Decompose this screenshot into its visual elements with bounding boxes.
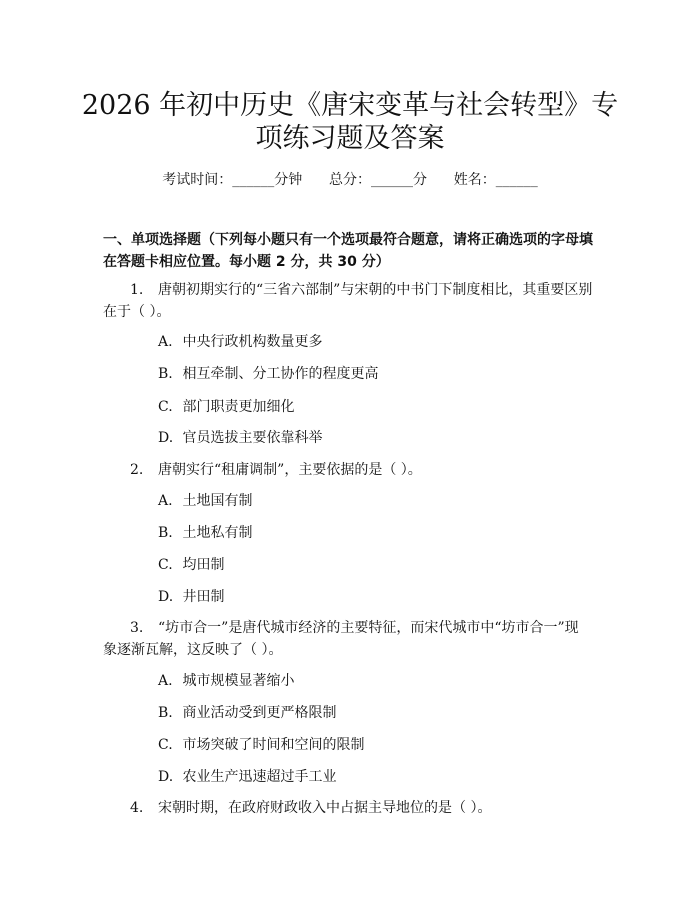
option-letter: C.	[158, 399, 173, 415]
option-letter: A.	[158, 493, 173, 509]
question-number: 1.	[130, 282, 144, 298]
question-number: 3.	[130, 620, 144, 636]
option-text: 城市规模显著缩小	[182, 673, 295, 689]
option-text: 农业生产迅速超过手工业	[182, 769, 337, 785]
option-text: 土地私有制	[182, 525, 253, 541]
option-text: 相互牵制、分工协作的程度更高	[182, 366, 379, 382]
option-b	[158, 522, 252, 544]
option-text: 市场突破了时间和空间的限制	[182, 737, 365, 753]
option-letter: B.	[158, 525, 173, 541]
question-text-line-2: 象逐渐瓦解，这反映了（ ）。	[103, 642, 283, 658]
question-number: 4.	[130, 800, 144, 816]
question-text-line-1: “坊市合一”是唐代城市经济的主要特征，而宋代城市中“坊市合一”现	[158, 620, 579, 636]
option-c	[158, 734, 364, 756]
question-text-line-1: 宋朝时期，在政府财政收入中占据主导地位的是（ ）。	[158, 800, 492, 816]
option-text: 官员选拔主要依靠科举	[182, 430, 323, 446]
question-text-line-1: 唐朝初期实行的“三省六部制”与宋朝的中书门下制度相比，其重要区别	[158, 282, 593, 298]
option-a	[158, 670, 294, 692]
option-letter: B.	[158, 705, 173, 721]
question-text-line-1: 唐朝实行“租庸调制”，主要依据的是（ ）。	[158, 462, 422, 478]
option-a	[158, 490, 252, 512]
option-a	[158, 331, 322, 353]
question-text-line-2: 在于（ ）。	[103, 304, 171, 320]
option-letter: B.	[158, 366, 173, 382]
option-b	[158, 363, 378, 385]
exam-info: 考试时间：______分钟 总分：______分 姓名：______	[162, 172, 538, 188]
option-d	[158, 427, 322, 449]
option-text: 均田制	[182, 557, 225, 573]
section-heading-line-2: 在答题卡相应位置。每小题 2 分，共 30 分）	[103, 254, 390, 270]
document-title-line-2: 项练习题及答案	[255, 123, 445, 154]
option-d	[158, 766, 336, 788]
option-letter: A.	[158, 673, 173, 689]
question-number: 2.	[130, 462, 144, 478]
document-title-line-1: 2026 年初中历史《唐宋变革与社会转型》专	[81, 90, 619, 121]
section-heading-line-1: 一、单项选择题（下列每小题只有一个选项最符合题意，请将正确选项的字母填	[103, 232, 593, 248]
option-letter: C.	[158, 737, 173, 753]
option-text: 中央行政机构数量更多	[182, 334, 323, 350]
option-letter: D.	[158, 589, 174, 605]
option-text: 部门职责更加细化	[182, 399, 295, 415]
option-b	[158, 702, 336, 724]
option-c	[158, 554, 224, 576]
option-letter: D.	[158, 430, 174, 446]
option-text: 商业活动受到更严格限制	[182, 705, 337, 721]
option-text: 土地国有制	[182, 493, 253, 509]
option-c	[158, 396, 294, 418]
option-d	[158, 586, 224, 608]
option-letter: D.	[158, 769, 174, 785]
option-text: 井田制	[182, 589, 225, 605]
option-letter: A.	[158, 334, 173, 350]
option-letter: C.	[158, 557, 173, 573]
